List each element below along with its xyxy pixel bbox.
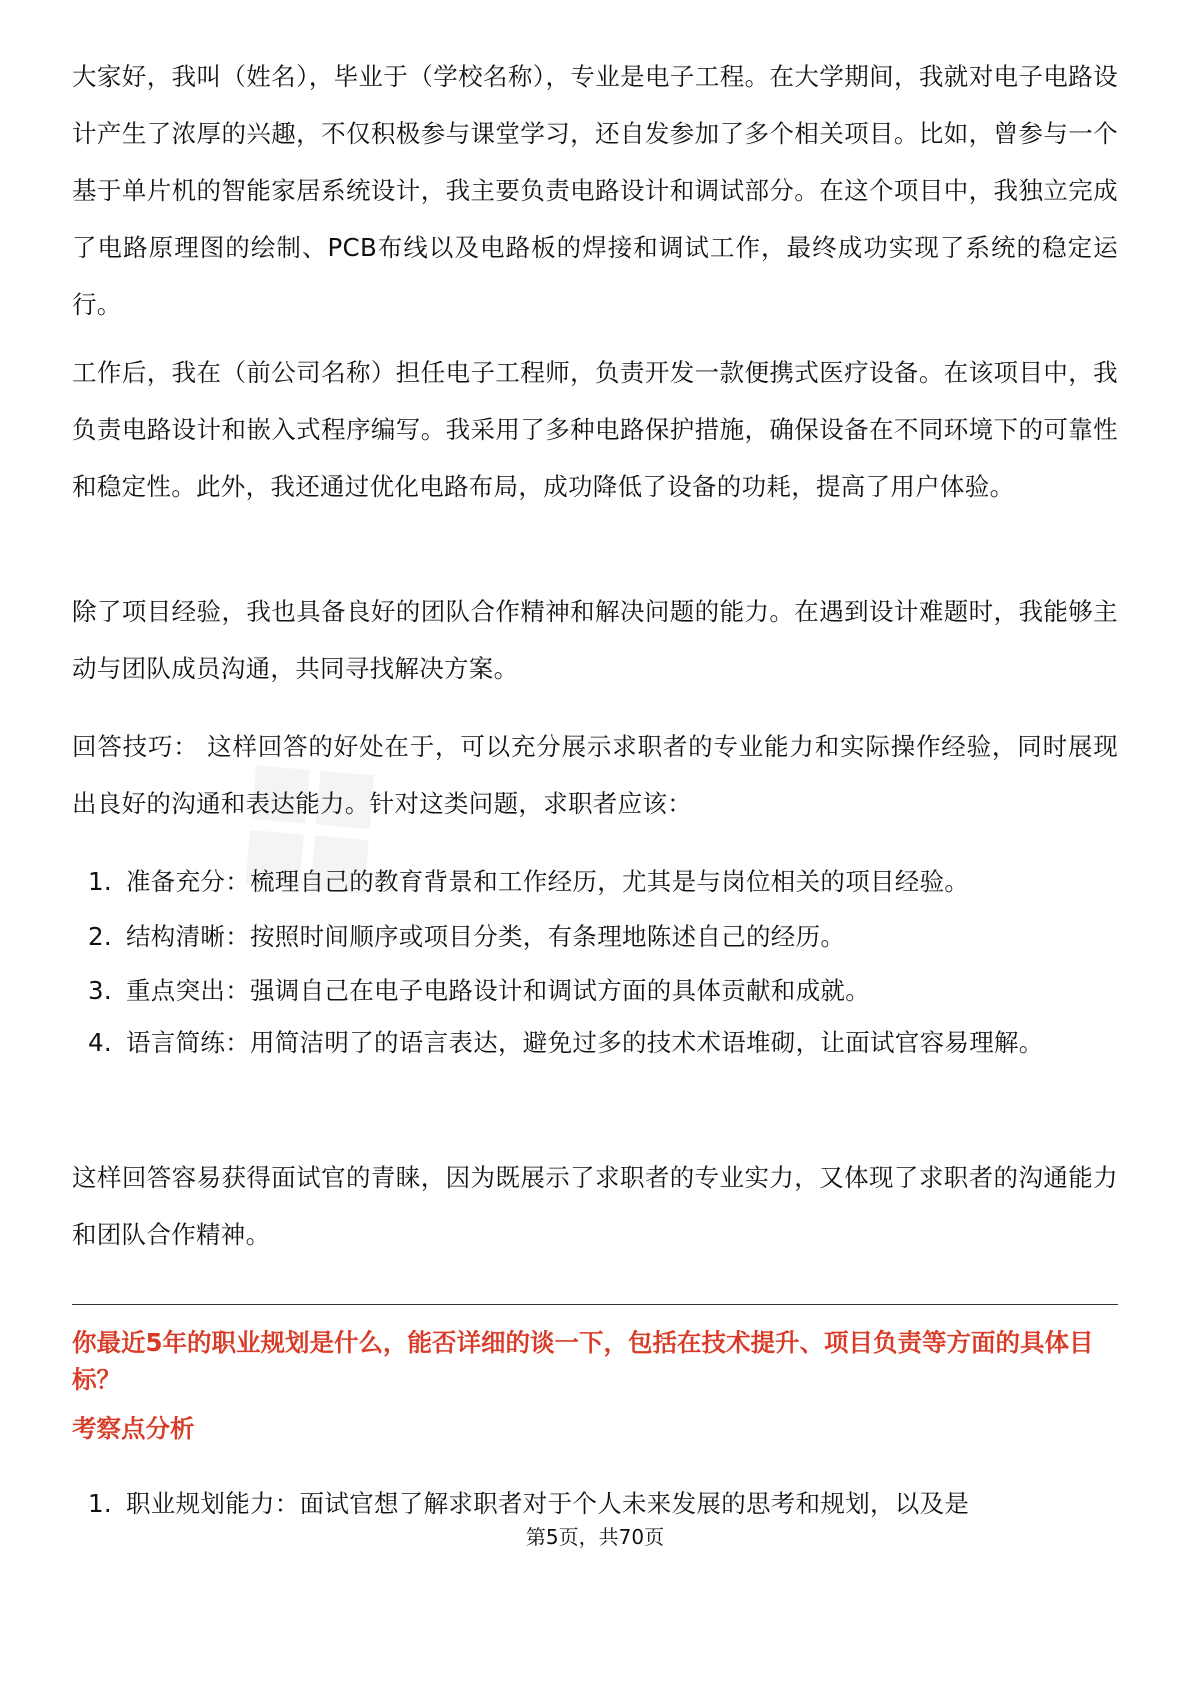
list-item	[72, 962, 1118, 1019]
page-footer: 第5页，共70页	[525, 1525, 665, 1549]
list-text: 职业规划能力：面试官想了解求职者对于个人未来发展的思考和规划，以及是	[126, 1489, 970, 1518]
list-item	[72, 1014, 1118, 1071]
list-number: 4.	[88, 1028, 112, 1057]
list-number: 3.	[88, 976, 112, 1005]
list-number: 1.	[88, 1489, 112, 1518]
list-text: 语言简练：用简洁明了的语言表达，避免过多的技术术语堆砌，让面试官容易理解。	[126, 1028, 1044, 1057]
list-text: 准备充分：梳理自己的教育背景和工作经历，尤其是与岗位相关的项目经验。	[126, 867, 970, 896]
section-divider	[72, 1304, 1118, 1305]
paragraph-intro: 大家好，我叫（姓名），毕业于（学校名称），专业是电子工程。在大学期间，我就对电子电路设计产生了浓厚的兴趣，不仅积极参与课堂学习，还自发参加了多个相关项目。比如，曾参与一个基于单片机的智能家居系统设计，我主要负责电路设计和调试部分。在这个项目中，我独立完成了电路原理图的绘制、PCB布线以及电路板的焊接和调试工作，最终成功实现了系统的稳定运行。	[72, 62, 1118, 319]
list-number: 2.	[88, 922, 112, 951]
paragraph-work-experience: 工作后，我在（前公司名称）担任电子工程师，负责开发一款便携式医疗设备。在该项目中，我负责电路设计和嵌入式程序编写。我采用了多种电路保护措施，确保设备在不同环境下的可靠性和稳定性。此外，我还通过优化电路布局，成功降低了设备的功耗，提高了用户体验。	[72, 358, 1118, 501]
list-item	[72, 908, 1118, 965]
list-item	[72, 853, 1118, 910]
paragraph-teamwork: 除了项目经验，我也具备良好的团队合作精神和解决问题的能力。在遇到设计难题时，我能够主动与团队成员沟通，共同寻找解决方案。	[72, 597, 1118, 683]
list-number: 1.	[88, 867, 112, 896]
interview-question: 你最近5年的职业规划是什么，能否详细的谈一下，包括在技术提升、项目负责等方面的具体目标？	[72, 1328, 1094, 1394]
list-text: 结构清晰：按照时间顺序或项目分类，有条理地陈述自己的经历。	[126, 922, 846, 951]
paragraph-answer-tips: 回答技巧： 这样回答的好处在于，可以充分展示求职者的专业能力和实际操作经验，同时展现出良好的沟通和表达能力。针对这类问题，求职者应该：	[72, 732, 1118, 818]
paragraph-conclusion: 这样回答容易获得面试官的青睐，因为既展示了求职者的专业实力，又体现了求职者的沟通能力和团队合作精神。	[72, 1163, 1118, 1249]
analysis-heading: 考察点分析	[72, 1414, 195, 1443]
list-text: 重点突出：强调自己在电子电路设计和调试方面的具体贡献和成就。	[126, 976, 870, 1005]
